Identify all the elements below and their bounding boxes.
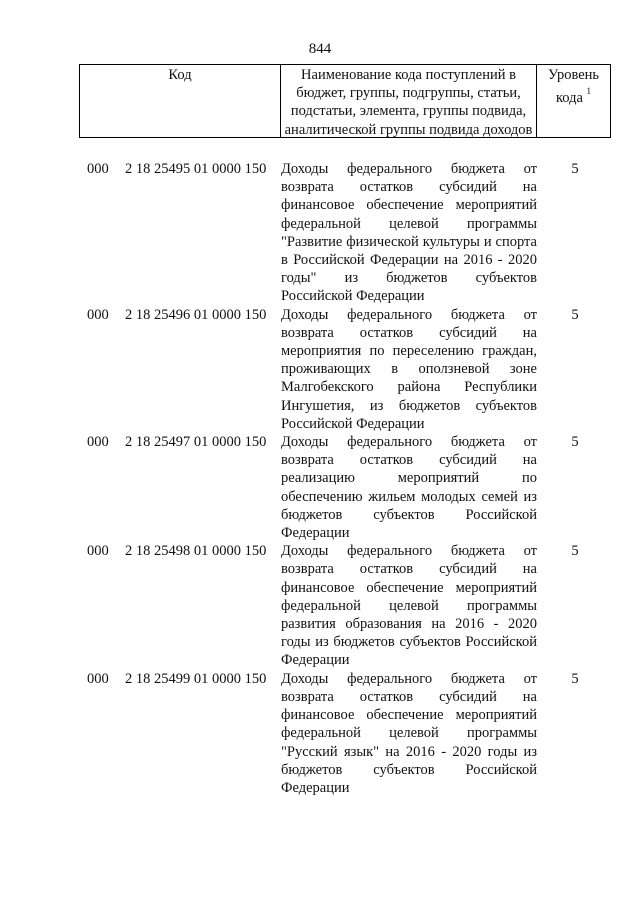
header-level (537, 65, 610, 137)
row-code: 2 18 25499 01 0000 150 (125, 670, 267, 687)
row-name: Доходы федерального бюджета от возврата остатков субсидий на финансовое обеспечение мероприятий федеральной целевой программы "Русский язык" на 2016 - 2020 годы из бюджетов субъектов Российской Федерации (281, 670, 537, 796)
row-prefix: 000 (87, 306, 109, 323)
row-level: 5 (571, 306, 579, 323)
row-code: 2 18 25498 01 0000 150 (125, 543, 267, 560)
row-prefix: 000 (87, 543, 109, 560)
header-level-footnote: 1 (586, 86, 592, 97)
row-name: Доходы федерального бюджета от возврата остатков субсидий на финансовое обеспечение мероприятий федеральной целевой программы развития образования на 2016 - 2020 годы из бюджетов субъектов Российской Федерации (281, 543, 537, 669)
table-row (0, 542, 640, 669)
header-code: Код (80, 65, 281, 137)
header-level-label: Уровень кода (547, 67, 600, 107)
row-prefix: 000 (87, 161, 109, 177)
table-row (0, 306, 640, 433)
page-number: 844 (308, 41, 332, 57)
row-name: Доходы федерального бюджета от возврата остатков субсидий на финансовое обеспечение мероприятий федеральной целевой программы "Развитие физической культуры и спорта в Российской Федерации на 2016 - 2020 годы" из бюджетов субъектов Российской Федерации (281, 161, 537, 305)
header-name: Наименование кода поступлений в бюджет, группы, подгруппы, статьи, подстатьи, элемента, группы подвида, аналитической группы подвида доходов (281, 65, 537, 137)
table-body (0, 160, 640, 797)
table-row (0, 160, 640, 306)
row-level: 5 (571, 161, 579, 177)
table-row (0, 670, 640, 797)
row-name: Доходы федерального бюджета от возврата остатков субсидий на мероприятия по переселению граждан, проживающих в оползневой зоне Малгобекского района Республики Ингушетия, из бюджетов субъектов Российской Федерации (281, 306, 537, 432)
row-code: 2 18 25496 01 0000 150 (125, 306, 267, 323)
row-code: 2 18 25497 01 0000 150 (125, 434, 267, 451)
row-level: 5 (571, 670, 579, 687)
row-level: 5 (571, 434, 579, 451)
table-row (0, 433, 640, 542)
row-code: 2 18 25495 01 0000 150 (125, 161, 267, 177)
row-level: 5 (571, 543, 579, 560)
row-name: Доходы федерального бюджета от возврата остатков субсидий на реализацию мероприятий по обеспечению жильем молодых семей из бюджетов субъектов Российской Федерации (281, 434, 537, 542)
row-prefix: 000 (87, 434, 109, 451)
table-header (79, 64, 611, 138)
row-prefix: 000 (87, 670, 109, 687)
